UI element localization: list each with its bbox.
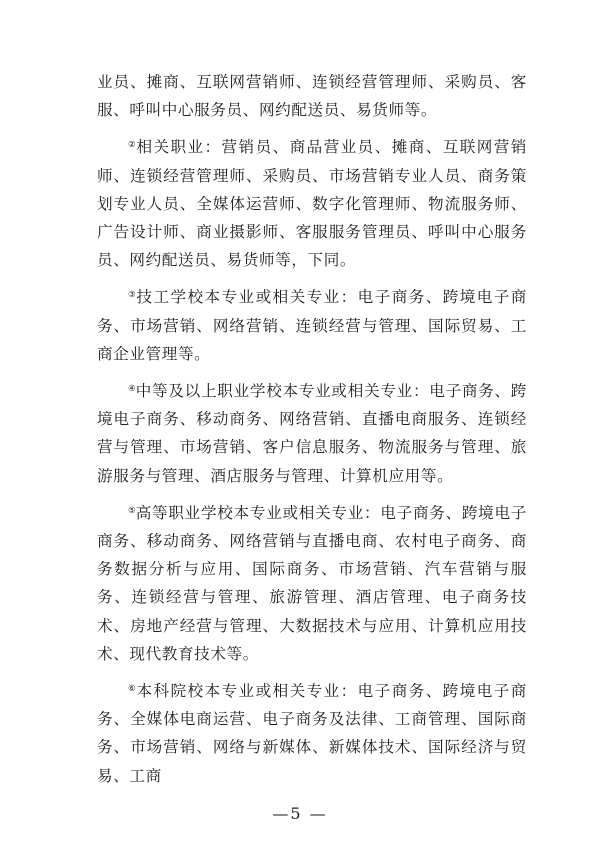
page-number: —5 — (272, 804, 328, 823)
paragraph-text: 中等及以上职业学校本专业或相关专业：电子商务、跨境电子商务、移动商务、网络营销、直播电商服务、连锁经营与管理、市场营销、客户信息服务、物流服务与管理、旅游服务与管理、酒店服务与管理、计算机应用等。 (97, 382, 527, 485)
paragraph-note-6 (97, 677, 527, 790)
footnote-marker: ⑥ (128, 684, 137, 695)
footnote-marker: ④ (128, 384, 136, 395)
body-text (97, 68, 527, 799)
paragraph-note-5 (97, 499, 527, 668)
paragraph-text: 业员、摊商、互联网营销师、连锁经营管理师、采购员、客服、呼叫中心服务员、网约配送员、易货师等。 (97, 73, 527, 120)
paragraph-note-2 (97, 133, 527, 274)
paragraph-note-4 (97, 377, 527, 490)
paragraph-text: 相关职业：营销员、商品营业员、摊商、互联网营销师、连锁经营管理师、采购员、市场营销专业人员、商务策划专业人员、全媒体运营师、数字化管理师、物流服务师、广告设计师、商业摄影师、客服服务管理员、呼叫中心服务员、网约配送员、易货师等，下同。 (97, 138, 527, 270)
footnote-marker: ③ (128, 290, 137, 301)
paragraph-text: 高等职业学校本专业或相关专业：电子商务、跨境电子商务、移动商务、网络营销与直播电商、农村电子商务、商务数据分析与应用、国际商务、市场营销、汽车营销与服务、连锁经营与管理、旅游管理、酒店管理、电子商务技术、房地产经营与管理、大数据技术与应用、计算机应用技术、现代教育技术等。 (97, 503, 527, 663)
footnote-marker: ② (128, 140, 137, 151)
footnote-marker: ⑤ (128, 505, 136, 516)
paragraph-text: 技工学校本专业或相关专业：电子商务、跨境电子商务、市场营销、网络营销、连锁经营与管理、国际贸易、工商企业管理等。 (97, 288, 527, 363)
paragraph-text: 本科院校本专业或相关专业：电子商务、跨境电子商务、全媒体电商运营、电子商务及法律、工商管理、国际商务、市场营销、网络与新媒体、新媒体技术、国际经济与贸易、工商 (97, 682, 527, 785)
paragraph-continued (97, 68, 527, 124)
paragraph-note-3 (97, 283, 527, 368)
